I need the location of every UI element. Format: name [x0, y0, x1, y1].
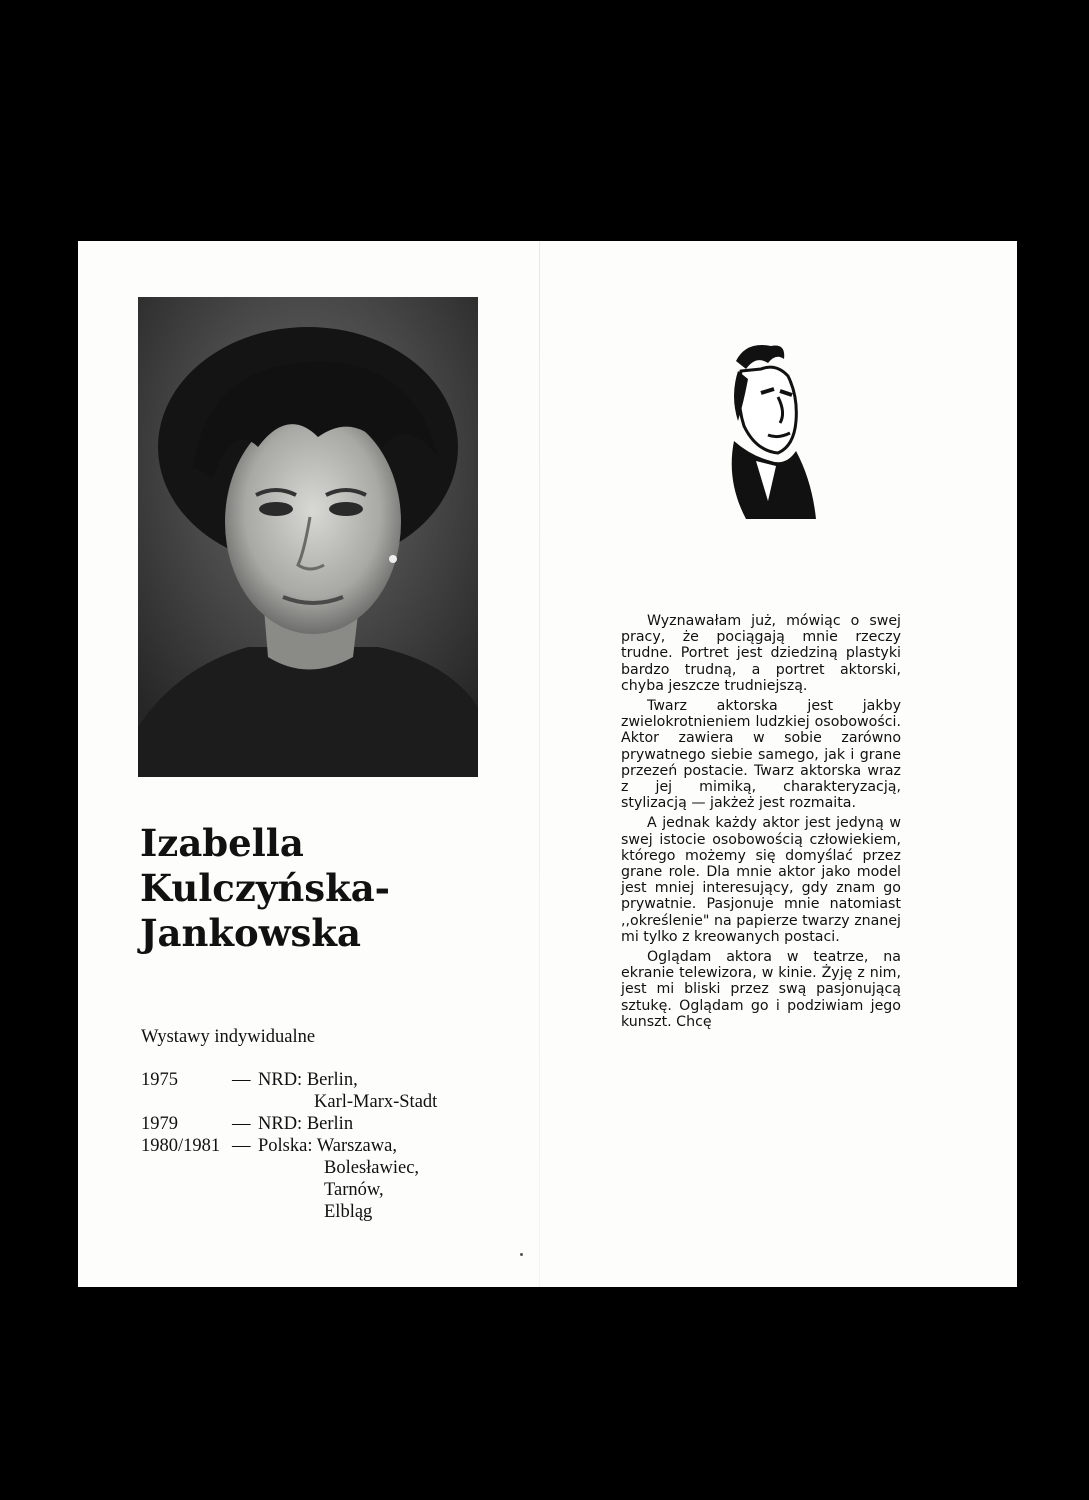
exhibition-year: 1975 [141, 1070, 178, 1090]
exhibition-dash: — [232, 1070, 251, 1090]
caricature-drawing-icon [716, 341, 816, 521]
exhibition-country: NRD: [258, 1114, 307, 1134]
essay-paragraph: A jednak każdy aktor jest jedyną w swej istocie osobowością człowiekiem, którego możemy się domyślać przez grane role. Dla mnie aktor jako model jest mniej interesujący, gdy znam go prywatnie. Pasjonuje mnie natomiast ,,określenie" na papierze twarzy znanej mi tylko z kreowanych postaci. [621, 815, 901, 945]
brochure-spread [78, 241, 1017, 1287]
print-speck [520, 1253, 523, 1256]
exhibition-row [141, 1069, 437, 1113]
exhibition-place [258, 1135, 437, 1223]
essay-paragraph: Wyznawałam już, mówiąc o swej pracy, że pociągają mnie rzeczy trudne. Portret jest dziedziną plastyki bardzo trudną, a portret aktorski, chyba jeszcze trudniejszą. [621, 613, 901, 694]
artist-name-line: Jankowska [140, 911, 361, 955]
artist-name [140, 821, 390, 956]
exhibition-year: 1980/1981 [141, 1136, 221, 1156]
exhibition-dash: — [232, 1136, 251, 1156]
artist-name-line: Izabella [140, 821, 304, 865]
exhibition-city: Karl-Marx-Stadt [314, 1092, 438, 1112]
exhibition-country: Polska: [258, 1136, 317, 1156]
essay-paragraph: Oglądam aktora w teatrze, na ekranie telewizora, w kinie. Żyję z nim, jest mi bliski przez swą pasjonującą sztukę. Oglądam go i podziwiam jego kunszt. Chcę [621, 949, 901, 1030]
exhibition-dash: — [232, 1114, 251, 1134]
exhibition-place [258, 1113, 437, 1135]
exhibition-country: NRD: [258, 1070, 307, 1090]
exhibition-row [141, 1113, 437, 1135]
essay-text [621, 613, 901, 1034]
portrait-photo-icon [138, 297, 478, 777]
exhibition-year: 1979 [141, 1114, 178, 1134]
exhibition-city: Bolesławiec, [324, 1158, 420, 1178]
essay-paragraph: Twarz aktorska jest jakby zwielokrotnieniem ludzkiej osobowości. Aktor zawiera w sobie zarówno prywatnego siebie samego, jak i grane przezeń postacie. Twarz aktorska wraz z jej mimiką, charakteryzacją, stylizacją — jakżeż jest rozmaita. [621, 698, 901, 812]
exhibition-city: Tarnów, [324, 1180, 384, 1200]
portrait-photo [138, 297, 478, 777]
exhibition-city: Berlin, [306, 1070, 358, 1090]
exhibitions-heading: Wystawy indywidualne [141, 1027, 316, 1047]
artist-name-line: Kulczyńska- [140, 866, 391, 910]
page-fold [539, 241, 540, 1287]
caricature-drawing [716, 341, 816, 521]
exhibition-row [141, 1135, 437, 1223]
exhibitions-list [141, 1069, 437, 1223]
exhibition-city: Elbląg [324, 1202, 373, 1222]
exhibition-city: Berlin [306, 1114, 354, 1134]
exhibition-place [258, 1069, 437, 1113]
exhibition-city: Warszawa, [316, 1136, 397, 1156]
